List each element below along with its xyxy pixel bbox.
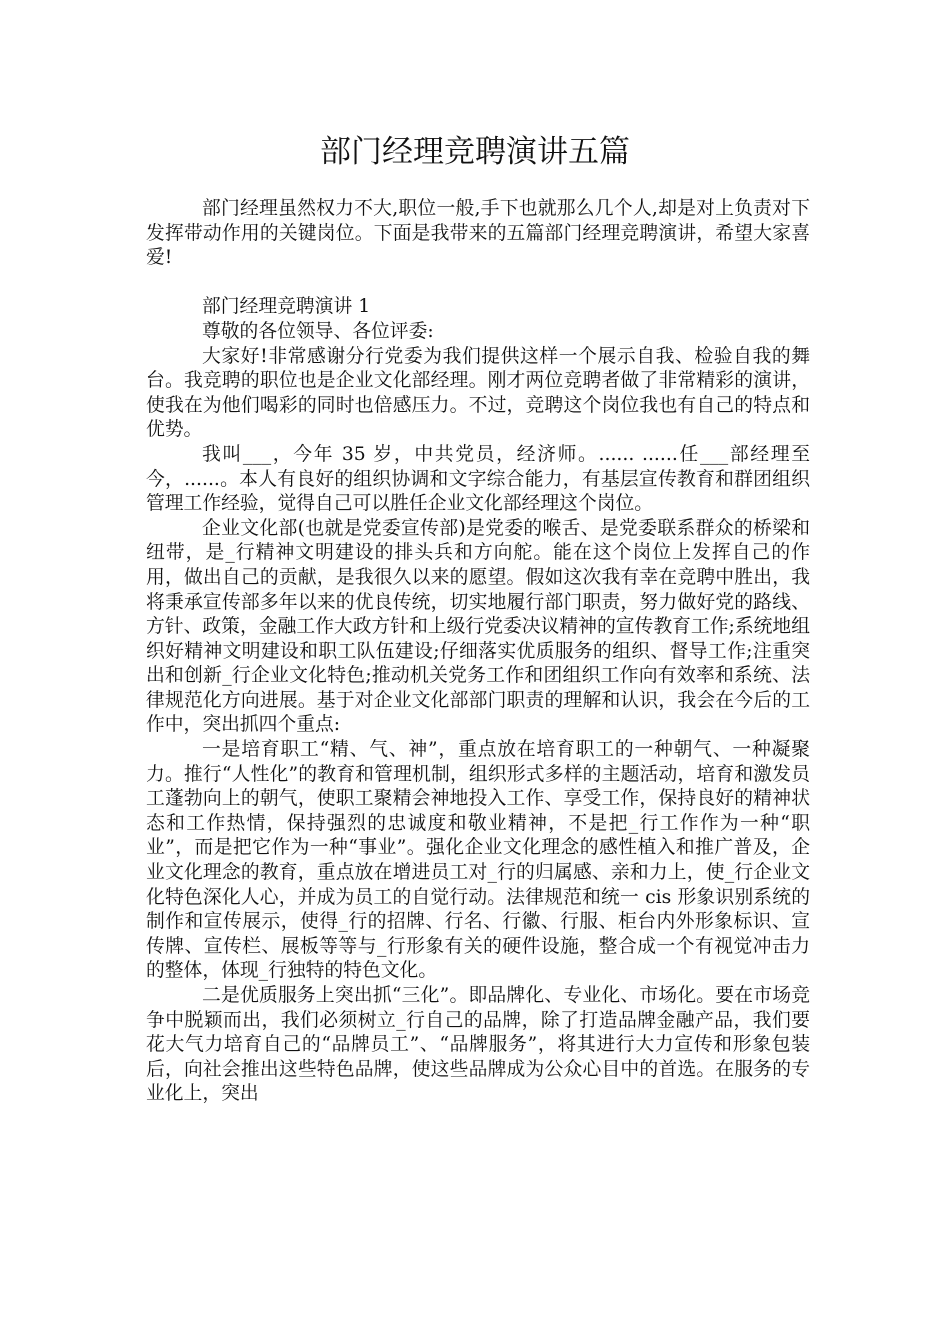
section-heading: 部门经理竞聘演讲 1 — [202, 296, 371, 318]
body-paragraph-1: 大家好!非常感谢分行党委为我们提供这样一个展示自我、检验自我的舞台。我竞聘的职位也是企业文化部经理。刚才两位竞聘者做了非常精彩的演讲，使我在为他们喝彩的同时也倍感压力。不过，竞聘这个岗位我也有自己的特点和优势。 — [146, 345, 810, 441]
body-paragraph-4: 一是培育职工“精、气、神”，重点放在培育职工的一种朝气、一种凝聚力。推行“人性化”的教育和管理机制，组织形式多样的主题活动，培育和激发员工蓬勃向上的朝气，使职工聚精会神地投入工作、享受工作，保持良好的精神状态和工作热情，保持强烈的忠诚度和敬业精神，不是把_行工作作为一种“职业”，而是把它作为一种“事业”。强化企业文化理念的感性植入和推广普及，企业文化理念的教育，重点放在增进员工对_行的归属感、亲和力上，使_行企业文化特色深化人心，并成为员工的自觉行动。法律规范和统一 cis 形象识别系统的制作和宣传展示，使得_行的招牌、行名、行徽、行服、柜台内外形象标识、宣传牌、宣传栏、展板等等与_行形象有关的硬件设施，整合成一个有视觉冲击力的整体，体现_行独特的特色文化。 — [146, 739, 810, 982]
body-paragraph-5: 二是优质服务上突出抓“三化”。即品牌化、专业化、市场化。要在市场竞争中脱颖而出，我们必须树立_行自己的品牌，除了打造品牌金融产品，我们要花大气力培育自己的“品牌员工”、“品牌服务”，将其进行大力宣传和形象包装后，向社会推出这些特色品牌，使这些品牌成为公众心目中的首选。在服务的专业化上，突出 — [146, 985, 810, 1105]
intro-paragraph: 部门经理虽然权力不大,职位一般,手下也就那么几个人,却是对上负责对下发挥带动作用的关键岗位。下面是我带来的五篇部门经理竞聘演讲，希望大家喜爱! — [146, 198, 810, 269]
body-paragraph-2: 我叫___，今年 35 岁，中共党员，经济师。...... ......任___部经理至今，......。本人有良好的组织协调和文字综合能力，有基层宣传教育和群团组织管理工作经验，觉得自己可以胜任企业文化部经理这个岗位。 — [146, 443, 810, 515]
greeting-line: 尊敬的各位领导、各位评委: — [202, 320, 434, 342]
body-paragraph-3: 企业文化部(也就是党委宣传部)是党委的喉舌、是党委联系群众的桥梁和纽带，是_行精神文明建设的排头兵和方向舵。能在这个岗位上发挥自己的作用，做出自己的贡献，是我很久以来的愿望。假如这次我有幸在竞聘中胜出，我将秉承宣传部多年以来的优良传统，切实地履行部门职责，努力做好党的路线、方针、政策，金融工作大政方针和上级行党委决议精神的宣传教育工作;系统地组织好精神文明建设和职工队伍建设;仔细落实优质服务的组织、督导工作;注重突出和创新_行企业文化特色;推动机关党务工作和团组织工作向有效率和系统、法律规范化方向进展。基于对企业文化部部门职责的理解和认识，我会在今后的工作中，突出抓四个重点: — [146, 517, 810, 736]
document-body — [146, 197, 810, 1107]
document-title: 部门经理竞聘演讲五篇 — [320, 134, 630, 170]
paragraph-spacer — [146, 271, 810, 296]
